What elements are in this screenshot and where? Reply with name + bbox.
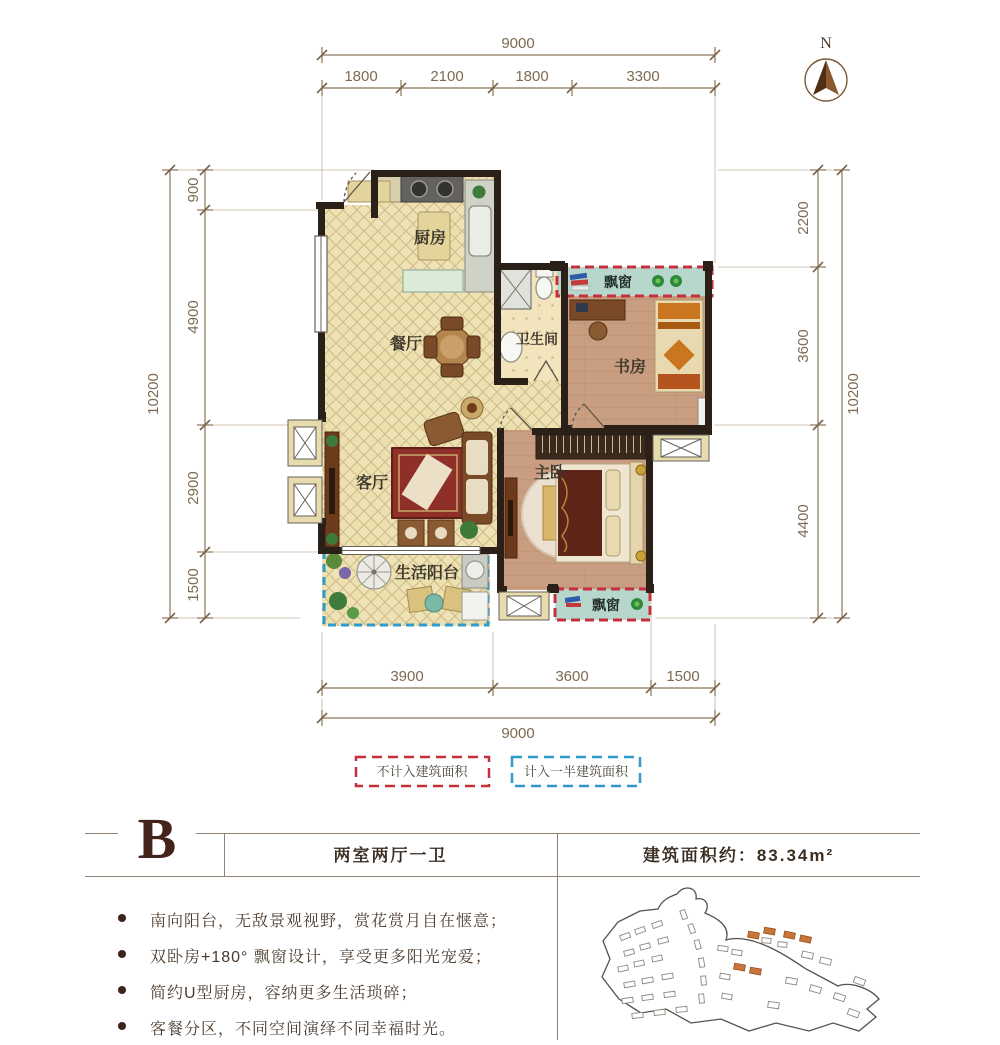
dining-chair xyxy=(467,336,480,358)
dim-right-seg2: 3600 xyxy=(795,329,812,363)
umbrella-icon xyxy=(357,555,391,589)
bedside-lamp xyxy=(636,465,646,475)
feature-list xyxy=(112,908,542,1045)
dim-top-seg1: 1800 xyxy=(344,68,378,85)
dim-right-total: 10200 xyxy=(845,373,862,415)
pillow xyxy=(606,470,620,510)
plant-icon xyxy=(473,186,486,199)
plant-icon xyxy=(329,592,347,610)
legend-red-label: 不计入建筑面积 xyxy=(376,764,468,779)
bedside-lamp xyxy=(636,551,646,561)
bullet-dot xyxy=(118,1022,126,1030)
books-icon xyxy=(570,273,589,290)
window-box-right xyxy=(653,435,709,461)
rule-top-right xyxy=(196,833,920,834)
window-box-bottom xyxy=(499,592,549,620)
dim-left-seg2: 4900 xyxy=(185,300,202,334)
balcony-box xyxy=(462,592,488,620)
bullet-dot xyxy=(118,986,126,994)
compass-n-label: N xyxy=(820,35,832,52)
bay-window-top-label: 飘窗 xyxy=(604,274,632,290)
legend-blue-label: 计入一半建筑面积 xyxy=(523,764,629,779)
bay-window-study xyxy=(557,267,712,296)
dim-top-seg4: 3300 xyxy=(626,68,660,85)
dim-right-seg3: 4400 xyxy=(795,504,812,538)
dim-left-seg3: 2900 xyxy=(185,471,202,505)
feature-item: 南向阳台，无敌景观视野，赏花赏月自在惬意； xyxy=(112,908,542,931)
desk-chair xyxy=(589,322,607,340)
bay-window-master xyxy=(555,589,650,620)
pillow xyxy=(606,516,620,556)
plant-icon xyxy=(347,607,359,619)
room-label-master: 主卧 xyxy=(533,465,567,482)
rule-middle xyxy=(85,876,920,877)
room-label-bathroom: 卫生间 xyxy=(516,331,558,347)
layout-name: 两室两厅一卫 xyxy=(333,846,448,865)
area-text: 建筑面积约：83.34m² xyxy=(642,846,835,865)
plant-icon xyxy=(460,521,478,539)
plant-icon xyxy=(339,567,351,579)
feature-item: 双卧房+180° 飘窗设计，享受更多阳光宠爱； xyxy=(112,944,542,967)
toilet xyxy=(536,277,552,299)
north-compass xyxy=(805,35,847,101)
dim-left-seg4: 1500 xyxy=(185,568,202,602)
wardrobe xyxy=(536,435,646,459)
balcony-table xyxy=(425,594,443,612)
dim-bottom-total: 9000 xyxy=(501,725,535,742)
dim-bottom-seg3: 1500 xyxy=(666,668,700,685)
bay-window-bottom-label: 飘窗 xyxy=(592,597,620,613)
dining-chair xyxy=(441,364,463,377)
window-box-left-1 xyxy=(288,420,322,466)
unit-letter: B xyxy=(137,806,177,871)
dim-top-seg2: 2100 xyxy=(430,68,464,85)
kitchen-window-counter xyxy=(403,270,463,292)
bed-bench xyxy=(543,486,556,540)
headboard xyxy=(630,462,643,564)
balcony-slider xyxy=(342,547,480,555)
room-label-study: 书房 xyxy=(613,359,647,376)
bullet-dot xyxy=(118,914,126,922)
window-box-left-2 xyxy=(288,477,322,523)
dim-top-seg3: 1800 xyxy=(515,68,549,85)
plant-icon xyxy=(326,553,342,569)
dim-top-total: 9000 xyxy=(501,35,535,52)
site-plan xyxy=(572,882,920,1042)
bullet-dot xyxy=(118,950,126,958)
room-label-dining: 餐厅 xyxy=(389,336,423,353)
dim-bottom-seg2: 3600 xyxy=(555,668,589,685)
entry-cabinet xyxy=(348,181,390,202)
dining-chair xyxy=(441,317,463,330)
plant-icon xyxy=(326,533,338,545)
dim-left-total: 10200 xyxy=(145,373,162,415)
site-plan-outline xyxy=(602,888,879,1031)
room-label-balcony: 生活阳台 xyxy=(394,565,460,582)
dim-left-seg1: 900 xyxy=(185,177,202,203)
feature-item: 简约U型厨房，容纳更多生活琐碎； xyxy=(112,980,542,1003)
legend xyxy=(356,757,640,786)
room-label-kitchen: 厨房 xyxy=(413,230,447,247)
dim-bottom-seg1: 3900 xyxy=(390,668,424,685)
dining-chair xyxy=(424,336,437,358)
plant-icon xyxy=(631,598,643,610)
dim-right-seg1: 2200 xyxy=(795,201,812,235)
info-panel xyxy=(0,800,1000,1045)
feature-item: 客餐分区，不同空间演绎不同幸福时光。 xyxy=(112,1016,542,1039)
plant-icon xyxy=(326,435,338,447)
kitchen-sink xyxy=(469,206,491,256)
room-label-living: 客厅 xyxy=(355,475,389,492)
